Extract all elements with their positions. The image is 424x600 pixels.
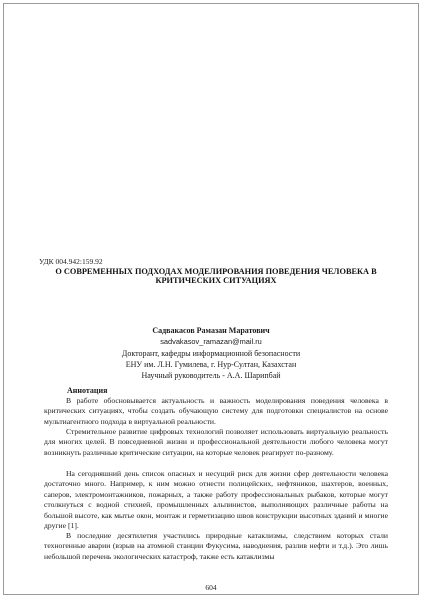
udc-code: УДК 004.942:159.92 <box>39 257 103 266</box>
body-paragraph: На сегодняшний день список опасных и несущий риск для жизни сфер деятельности человека достаточно много. Например, к ним можно отнести полицейских, нефтяников, шахтеров, военных, саперов, электромонтажников, пожарных, а также работу профессиональных рыбаков, которые могут столкнуться с водной стихией, промышленных альпинистов, выполняющих различные работы на большой высоте, как мытье окон, монтаж и герметизацию швов конструкции высотных зданий и многие другие [1]. <box>44 469 388 531</box>
author-email[interactable]: sadvakasov_ramazan@mail.ru <box>160 337 262 346</box>
paper-title: О СОВРЕМЕННЫХ ПОДХОДАХ МОДЕЛИРОВАНИЯ ПОВЕДЕНИЯ ЧЕЛОВЕКА В КРИТИЧЕСКИХ СИТУАЦИЯХ <box>55 267 377 286</box>
page-number: 604 <box>205 583 217 592</box>
page-frame <box>3 3 419 595</box>
author-advisor: Научный руководитель - А.А. Шарипбай <box>141 371 281 380</box>
abstract-paragraph: В работе обосновывается актуальность и важность моделирования поведения человека в критических ситуациях, чтобы создать обучающую систему для подготовки специалистов на основе мультиагентного подхода в виртуальной реальности. <box>44 396 388 426</box>
abstract-heading: Аннотация <box>67 386 108 395</box>
body-paragraph: В последние десятилетия участились природные катаклизмы, следствием которых стали техногенные аварии (взрыв на атомной станции Фукусима, наводнения, разлив нефти и т.д.). Это лишь небольшой перечень экологических катастроф, также есть катаклизмы <box>44 531 388 561</box>
author-university: ЕНУ им. Л.Н. Гумилева, г. Нур-Султан, Казахстан <box>125 360 297 369</box>
author-position: Докторант, кафедры информационной безопасности <box>121 349 301 358</box>
body-paragraph: Стремительное развитие цифровых технологий позволяет использовать виртуальную реальность для многих целей. В повседневной жизни и профессиональной деятельности любого человека могут возникнуть различные критические ситуации, на которые человек реагирует по-разному. <box>44 427 388 457</box>
author-name: Садвакасов Рамазан Маратович <box>152 326 270 335</box>
